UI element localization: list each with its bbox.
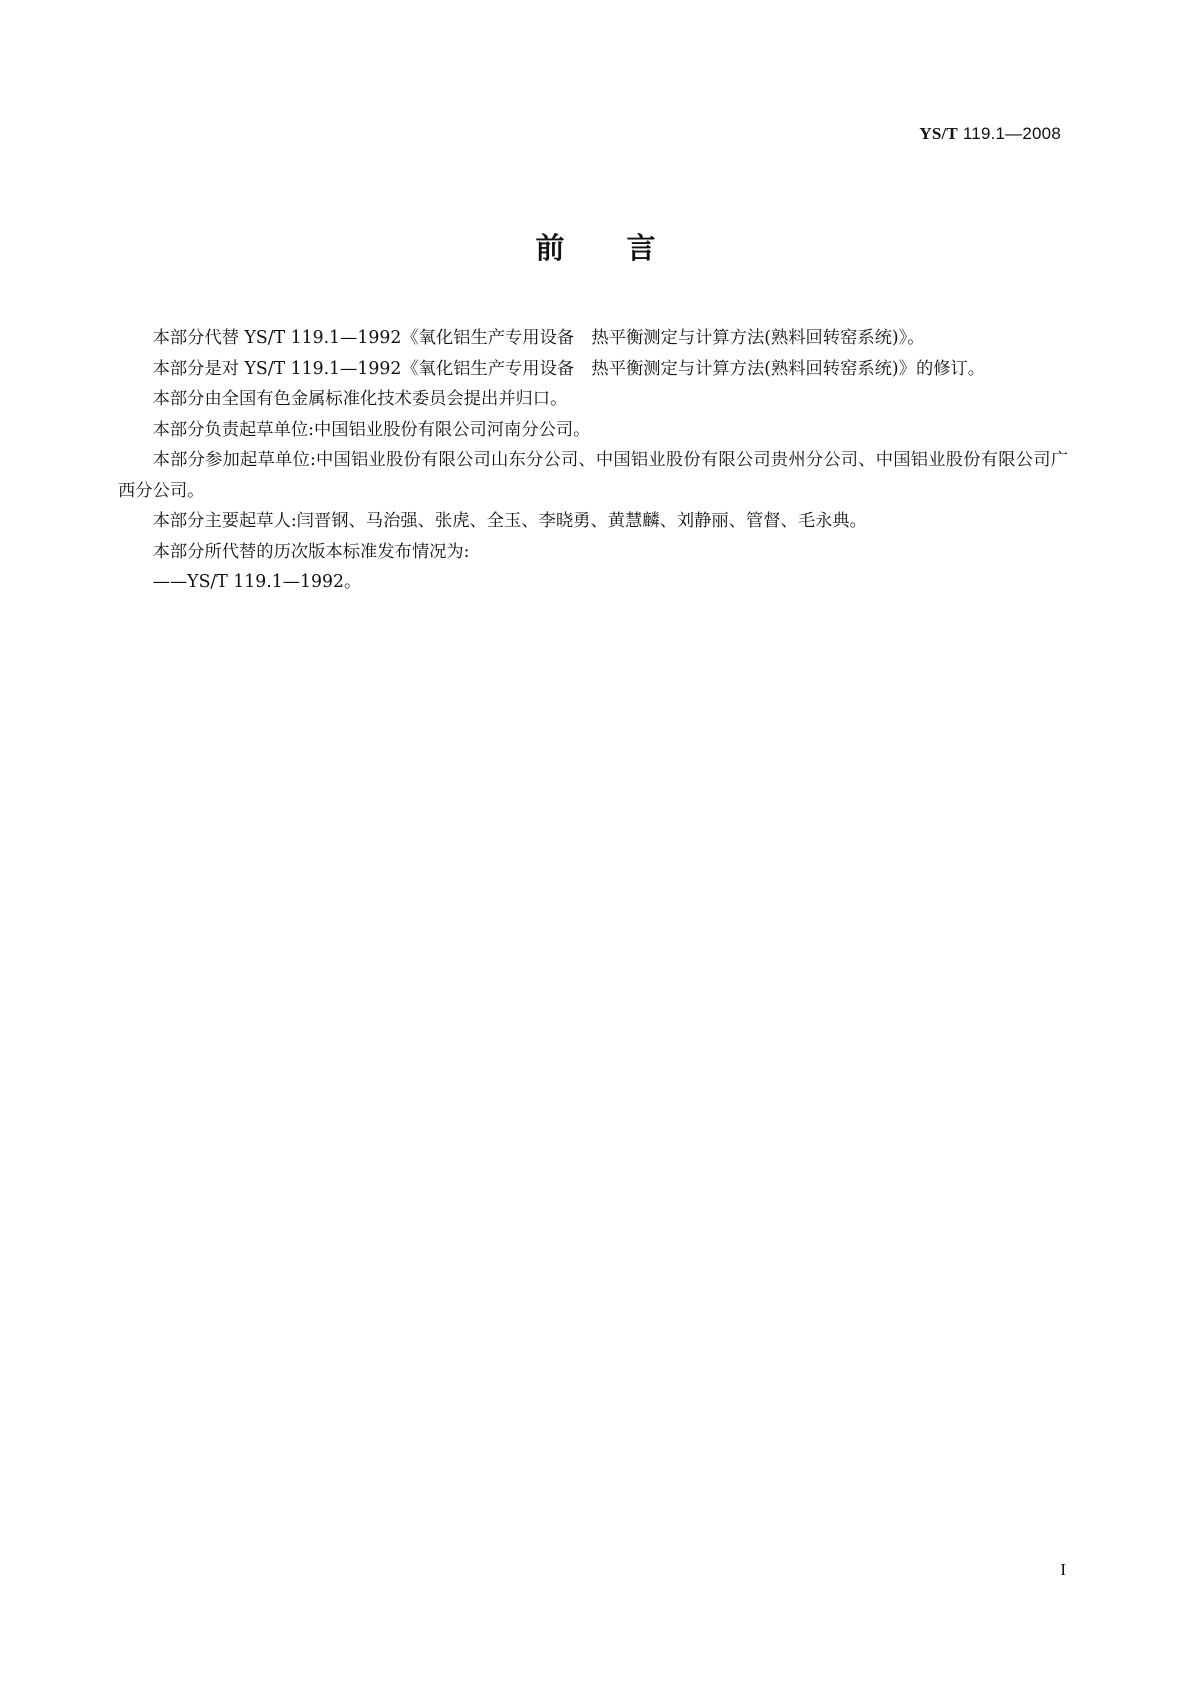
standard-code-prefix: YS/T [919,124,958,143]
page-title [0,226,1191,267]
paragraph-revision: 本部分是对 YS/T 119.1—1992《氧化铝生产专用设备 热平衡测定与计算方法(熟料回转窑系统)》的修订。 [152,358,986,379]
paragraph-participating-drafters: 本部分参加起草单位:中国铝业股份有限公司山东分公司、中国铝业股份有限公司贵州分公司、中国铝业股份有限公司广西分公司。 [118,450,1068,501]
page-number: I [1060,1560,1066,1579]
paragraph-previous-edition-item: ——YS/T 119.1—1992。 [152,572,362,592]
title-char-1: 前 [535,231,565,265]
paragraph-replaces: 本部分代替 YS/T 119.1—1992《氧化铝生产专用设备 热平衡测定与计算方法(熟料回转窑系统)》。 [152,328,925,348]
paragraph-responsible-drafter: 本部分负责起草单位:中国铝业股份有限公司河南分公司。 [152,419,591,440]
foreword-body [118,323,1068,598]
paragraph-proposed-by: 本部分由全国有色金属标准化技术委员会提出并归口。 [152,389,568,409]
title-char-2: 言 [626,231,656,265]
standard-code [919,124,1061,144]
paragraph-previous-editions: 本部分所代替的历次版本标准发布情况为: [152,541,470,562]
standard-code-number: 119.1—2008 [957,124,1061,143]
paragraph-main-drafters: 本部分主要起草人:闫晋钢、马治强、张虎、全玉、李晓勇、黄慧麟、刘静丽、管督、毛永典。 [152,511,867,531]
